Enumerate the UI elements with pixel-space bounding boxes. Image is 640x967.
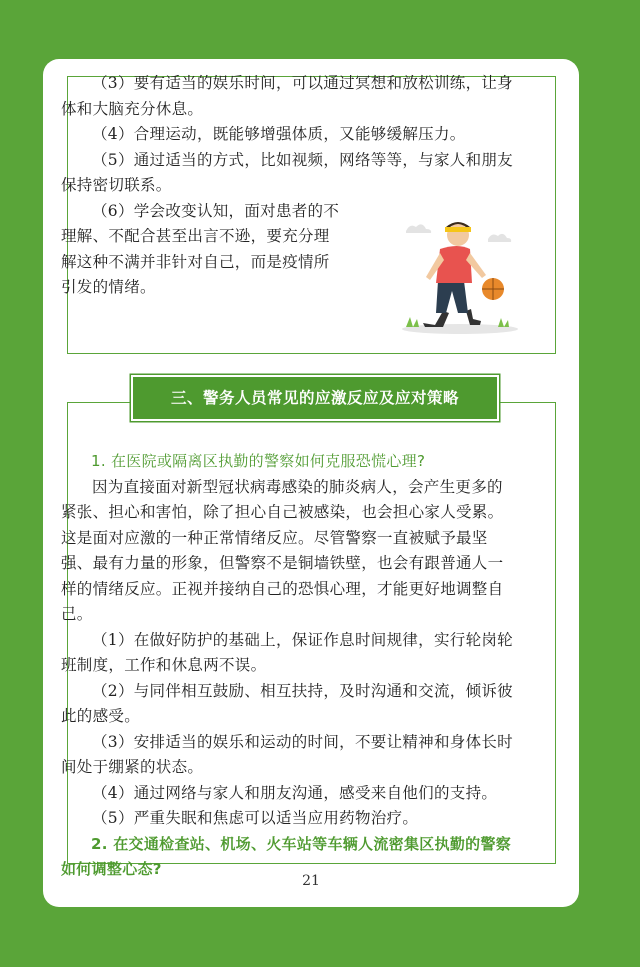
item-4: （4）通过网络与家人和朋友沟通，感受来自他们的支持。 bbox=[92, 783, 498, 802]
question-1: 1. 在医院或隔离区执勤的警察如何克服恐慌心理? bbox=[91, 452, 426, 470]
page-card bbox=[43, 59, 579, 907]
item-1: （1）在做好防护的基础上，保证作息时间规律，实行轮岗轮班制度，工作和休息两不误。 bbox=[61, 630, 513, 674]
tip-5: （5）通过适当的方式，比如视频，网络等等，与家人和朋友保持密切联系。 bbox=[61, 150, 513, 194]
tip-3: （3）要有适当的娱乐时间，可以通过冥想和放松训练，让身体和大脑充分休息。 bbox=[61, 74, 513, 118]
section-title: 三、警务人员常见的应激反应及应对策略 bbox=[131, 375, 499, 421]
item-2: （2）与同伴相互鼓励、相互扶持，及时沟通和交流，倾诉彼此的感受。 bbox=[61, 681, 513, 725]
basketball-player-icon bbox=[398, 201, 528, 341]
intro-paragraph: 因为直接面对新型冠状病毒感染的肺炎病人，会产生更多的紧张、担心和害怕，除了担心自己被感染，也会担心家人受累。这是面对应激的一种正常情绪反应。尽管警察一直被赋予最坚强、最有力量的形象，但警察不是铜墙铁壁，也会有跟普通人一样的情绪反应。正视并接纳自己的恐惧心理，才能更好地调整自己。 bbox=[61, 477, 504, 623]
tip-4: （4）合理运动，既能够增强体质，又能够缓解压力。 bbox=[92, 125, 466, 143]
tip-6: （6）学会改变认知，面对患者的不理解、不配合甚至出言不逊，要充分理解这种不满并非针对自己，而是疫情所引发的情绪。 bbox=[61, 201, 340, 296]
question-2: 2. 在交通检查站、机场、火车站等车辆人流密集区执勤的警察如何调整心态? bbox=[61, 834, 512, 878]
strategy-text bbox=[61, 449, 513, 883]
item-5: （5）严重失眠和焦虑可以适当应用药物治疗。 bbox=[92, 809, 419, 827]
page-number: 21 bbox=[302, 873, 320, 889]
item-3: （3）安排适当的娱乐和运动的时间，不要让精神和身体长时间处于绷紧的状态。 bbox=[61, 732, 513, 776]
